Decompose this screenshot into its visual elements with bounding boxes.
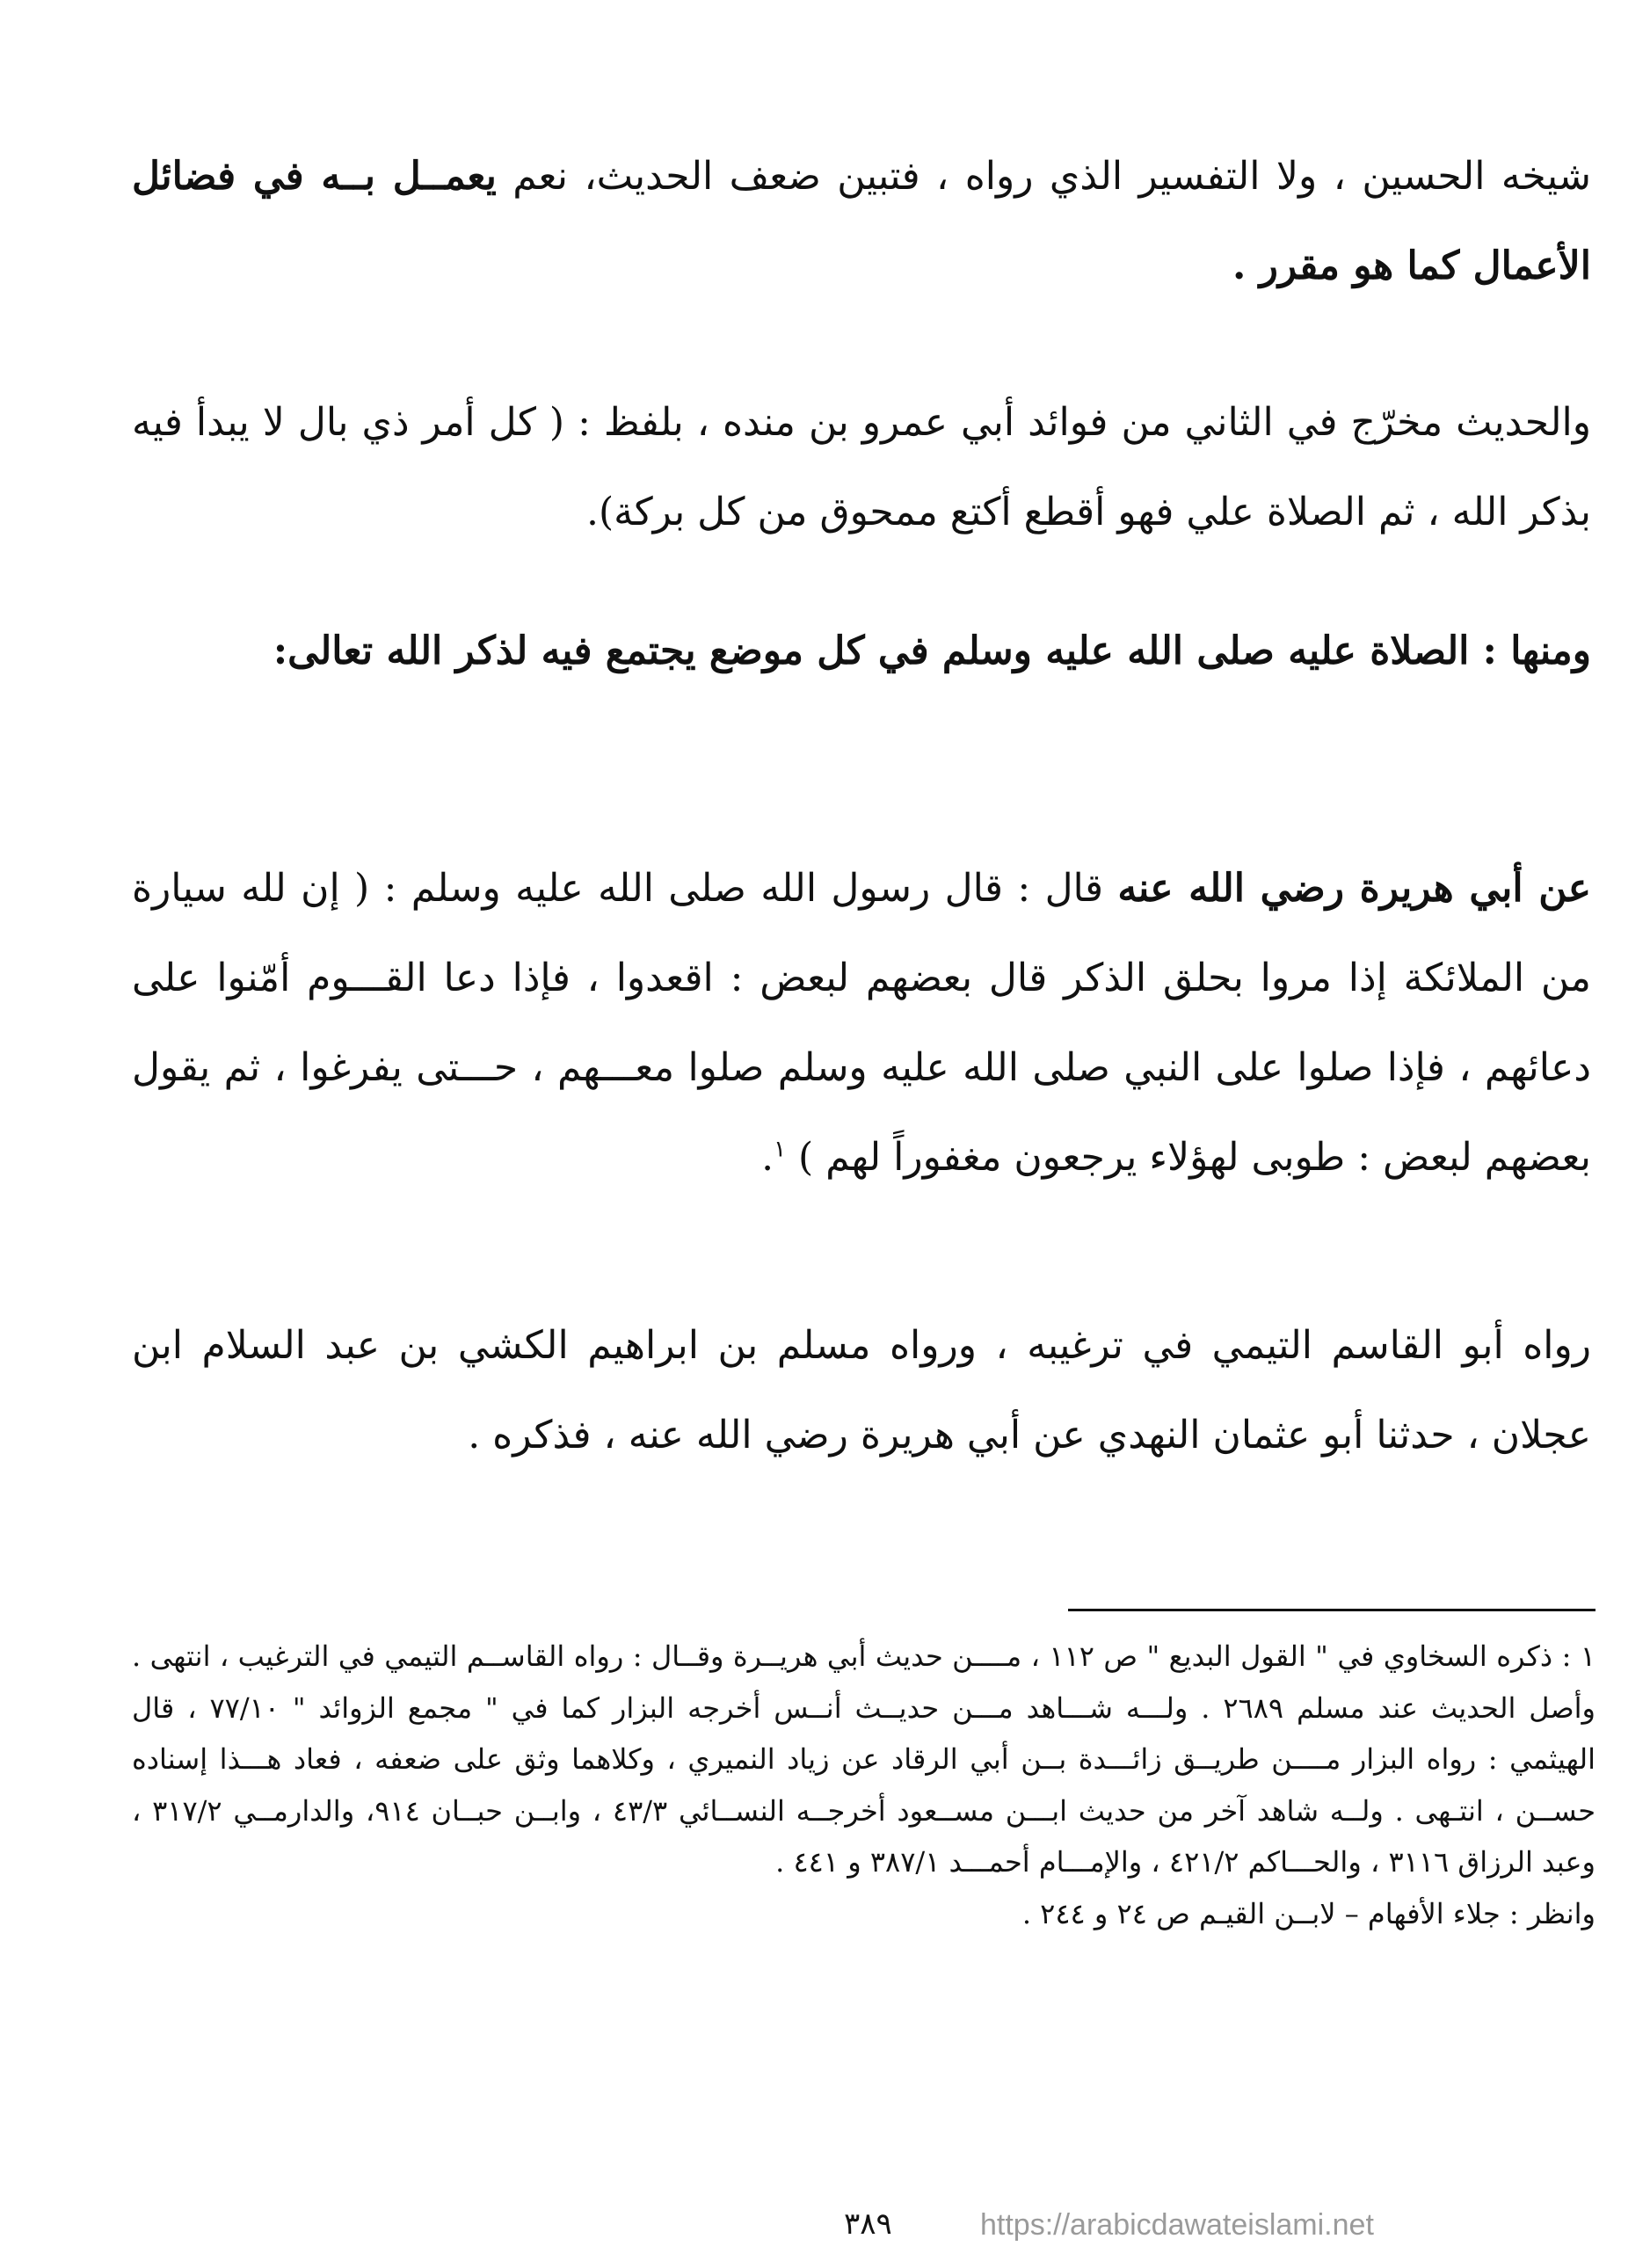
hadith-text: قال : قال رسول الله صلى الله عليه وسلم : ( إن لله سيارة من الملائكة إذا مروا بحلق الذكر قال بعضهم لبعض : اقعدوا ، فإذا دعا القـــوم أمّنوا على دعائهم ، فإذا صلوا على النبي صلى الله عليه وسلم صلوا معـــهم ، حـــتى يفرغوا ، ثم يقول بعضهم لبعض : طوبى لهؤلاء يرجعون مغفوراً لهم ) [132,866,1591,1180]
footnotes [132,1631,1595,1939]
watermark-url: https://arabicdawateislami.net [980,2208,1374,2242]
paragraph-sources: رواه أبو القاسم التيمي في ترغيبه ، ورواه مسلم بن ابراهيم الكشي بن عبد السلام ابن عجلان ، حدثنا أبو عثمان النهدي عن أبي هريرة رضي الله عنه ، فذكره . [132,1323,1591,1457]
footnote-ref[interactable]: ١ [774,1136,787,1163]
paragraph-abu-hurayra-hadith [132,844,1591,1203]
emphasis-text: يعمــل بــه في فضائل الأعمال كما هو مقرر . [132,154,1591,288]
paragraph-text: شيخه الحسين ، ولا التفسير الذي رواه ، فتبين ضعف الحديث، نعم [496,154,1591,199]
footnote-see-also: وانظر : جلاء الأفهام – لابــن القيـم ص ٢٤ و ٢٤٤ . [1021,1896,1595,1930]
footnote-1: ١ : ذكره السخاوي في " القول البديع " ص ١١٢ ، مــــن حديث أبي هريــرة وقــال : رواه القاســم التيمي في الترغيب ، انتهى . وأصل الحديث عند مسلم ٢٦٨٩ . ولـــه شـــاهد مـــن حديــث أنــس أخرجه البزار كما في " مجمع الزوائد " ٧٧/١٠ ، قال الهيثمي : رواه البزار مــــن طريــق زائـــدة بــن أبي الرقاد عن زياد النميري ، وكلاهما وثق على ضعفه ، فعاد هـــذا إسناده حســن ، انتـهى . ولــه شاهد آخر من حديث ابـــن مســعود أخرجــه النســائي ٤٣/٣ ، وابــن حبــان ٩١٤، والدارمــي ٣١٧/٢ ، وعبد الرزاق ٣١١٦ ، والحـــاكم ٤٢١/٢ ، والإمـــام أحمـــد ٣٨٧/١ و ٤٤١ . [132,1639,1596,1879]
paragraph-ibn-mandah-narration: والحديث مخرّج في الثاني من فوائد أبي عمرو بن منده ، بلفظ : ( كل أمر ذي بال لا يبدأ فيه بذكر الله ، ثم الصلاة علي فهو أقطع أكتع ممحوق من كل بركة). [132,400,1591,534]
sentence-end: . [761,1135,774,1180]
paragraph-hadith-weakness [132,132,1591,311]
section-heading: ومنها : الصلاة عليه صلى الله عليه وسلم في كل موضع يجتمع فيه لذكر الله تعالى: [273,629,1591,673]
narrator-text: عن أبي هريرة رضي الله عنه [1117,866,1591,911]
page-number: ٣٨٩ [844,2206,892,2242]
footnote-divider [1068,1609,1595,1611]
